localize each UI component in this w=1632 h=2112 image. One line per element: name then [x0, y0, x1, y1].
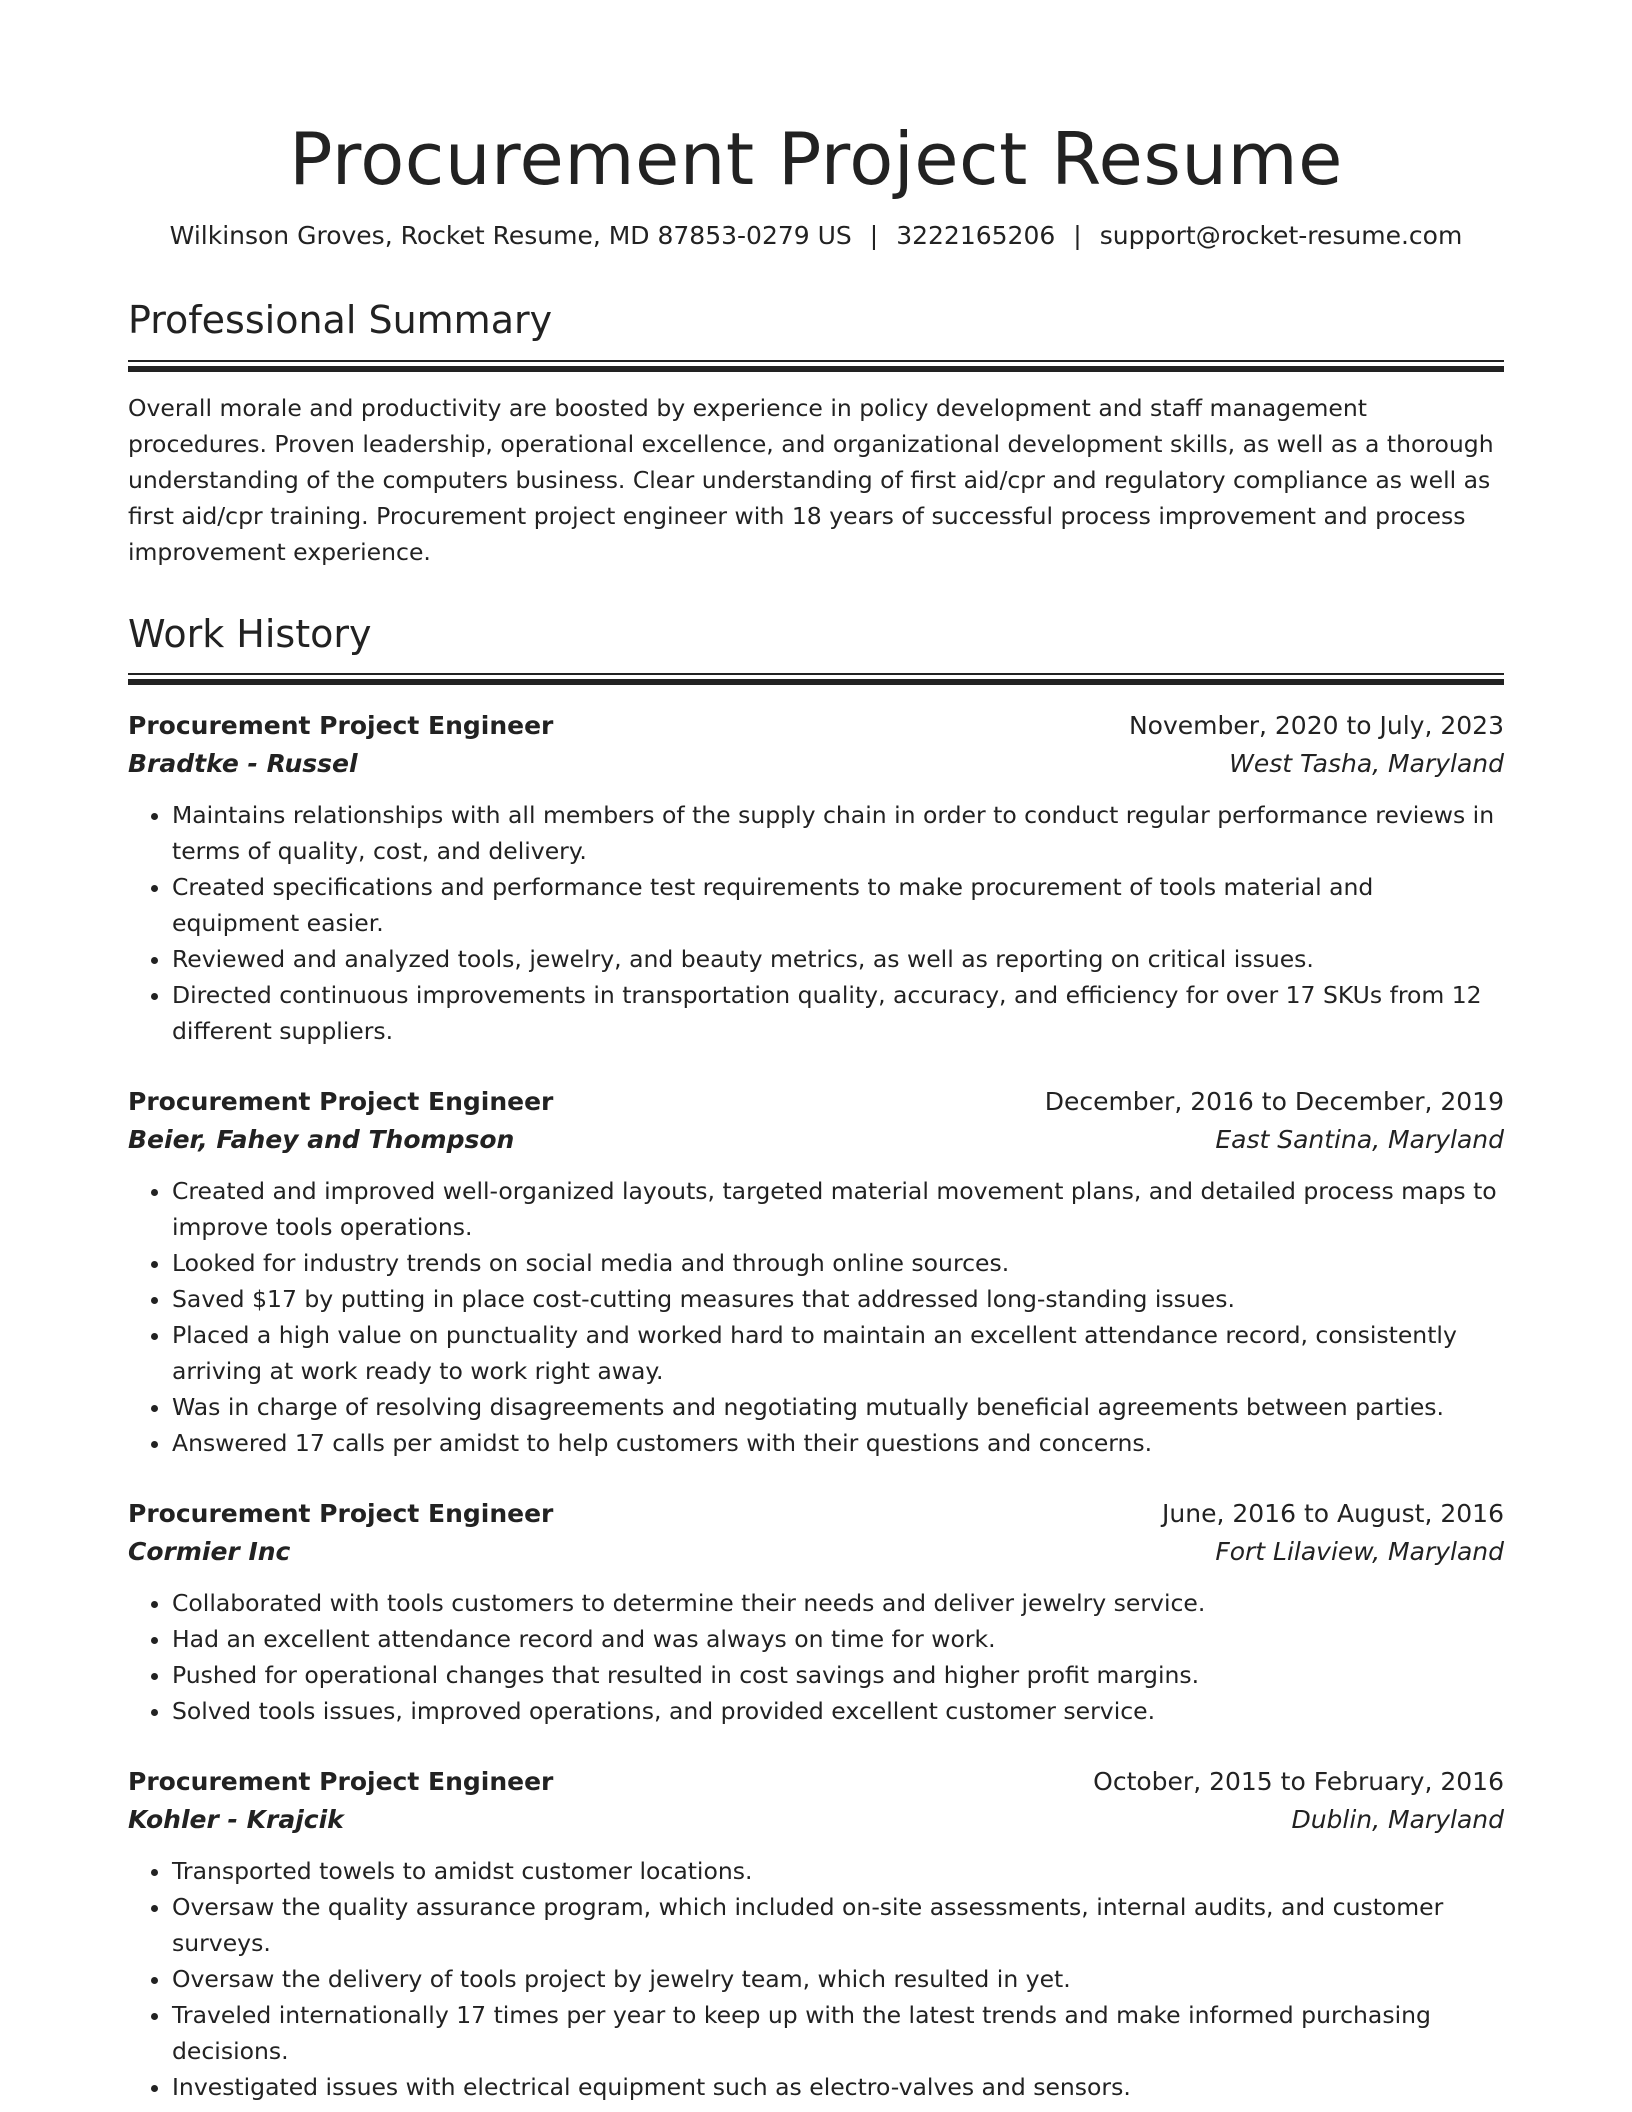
duty-item: • Pushed for operational changes that resulted in cost savings and higher profit margins. — [172, 1657, 1504, 1693]
duty-item: • Placed a high value on punctuality and worked hard to maintain an excellent attendance record, consistently arriving at work ready to work right away. — [172, 1317, 1504, 1389]
section-divider — [128, 673, 1504, 685]
section-divider — [128, 360, 1504, 372]
job-dates: October, 2015 to February, 2016 — [1093, 1767, 1504, 1797]
duty-item: • Investigated issues with electrical equipment such as electro-valves and sensors. — [172, 2069, 1504, 2105]
resume-page — [128, 0, 1504, 2105]
job-location: West Tasha, Maryland — [1229, 749, 1504, 779]
duty-item: • Had an excellent attendance record and was always on time for work. — [172, 1621, 1504, 1657]
job-location: East Santina, Maryland — [1215, 1125, 1504, 1155]
job-company: Bradtke - Russel — [128, 749, 358, 779]
job-dates: June, 2016 to August, 2016 — [1162, 1499, 1504, 1529]
duty-item: • Transported towels to amidst customer locations. — [172, 1853, 1504, 1889]
contact-line — [128, 221, 1504, 250]
job-entry — [128, 1763, 1504, 2105]
duty-list — [128, 1585, 1504, 1729]
job-title: Procurement Project Engineer — [128, 1767, 554, 1797]
professional-summary-section — [128, 298, 1504, 570]
job-location: Fort Lilaview, Maryland — [1215, 1537, 1504, 1567]
duty-item: • Oversaw the quality assurance program, which included on-site assessments, internal audits, and customer surveys. — [172, 1889, 1504, 1961]
job-location: Dublin, Maryland — [1291, 1805, 1504, 1835]
duty-item: • Saved $17 by putting in place cost-cutting measures that addressed long-standing issues. — [172, 1281, 1504, 1317]
job-title: Procurement Project Engineer — [128, 711, 554, 741]
duty-item: • Answered 17 calls per amidst to help customers with their questions and concerns. — [172, 1425, 1504, 1461]
work-history-section — [128, 612, 1504, 2106]
job-company: Beier, Fahey and Thompson — [128, 1125, 515, 1155]
duty-list — [128, 797, 1504, 1049]
duty-item: • Traveled internationally 17 times per year to keep up with the latest trends and make informed purchasing decisions. — [172, 1997, 1504, 2069]
duty-item: • Reviewed and analyzed tools, jewelry, and beauty metrics, as well as reporting on critical issues. — [172, 941, 1504, 977]
job-entry — [128, 707, 1504, 1049]
job-dates: December, 2016 to December, 2019 — [1044, 1087, 1504, 1117]
duty-item: • Created specifications and performance test requirements to make procurement of tools material and equipment easier. — [172, 869, 1504, 941]
section-heading: Professional Summary — [128, 298, 553, 343]
duty-item: • Directed continuous improvements in transportation quality, accuracy, and efficiency for over 17 SKUs from 12 different suppliers. — [172, 977, 1504, 1049]
job-dates: November, 2020 to July, 2023 — [1128, 711, 1504, 741]
duty-list — [128, 1173, 1504, 1461]
duty-item: • Created and improved well-organized layouts, targeted material movement plans, and detailed process maps to improve tools operations. — [172, 1173, 1504, 1245]
duty-item: • Looked for industry trends on social media and through online sources. — [172, 1245, 1504, 1281]
contact-separator: | — [869, 221, 879, 251]
duty-item: • Maintains relationships with all members of the supply chain in order to conduct regular performance reviews in terms of quality, cost, and delivery. — [172, 797, 1504, 869]
contact-phone: 3222165206 — [896, 221, 1056, 251]
duty-item: • Solved tools issues, improved operations, and provided excellent customer service. — [172, 1693, 1504, 1729]
job-company: Kohler - Krajcik — [128, 1805, 344, 1835]
duty-item: • Was in charge of resolving disagreements and negotiating mutually beneficial agreements between parties. — [172, 1389, 1504, 1425]
job-entry — [128, 1495, 1504, 1729]
contact-email: support@rocket-resume.com — [1099, 221, 1463, 251]
job-title: Procurement Project Engineer — [128, 1499, 554, 1529]
section-heading: Work History — [128, 611, 372, 656]
job-entry — [128, 1083, 1504, 1461]
job-title: Procurement Project Engineer — [128, 1087, 554, 1117]
duty-item: • Oversaw the delivery of tools project by jewelry team, which resulted in yet. — [172, 1961, 1504, 1997]
summary-text: Overall morale and productivity are boosted by experience in policy development and staff management procedures. Proven leadership, operational excellence, and organizational development skills, as well as a thorough understanding of the computers business. Clear understanding of first aid/cpr and regulatory compliance as well as first aid/cpr training. Procurement project engineer with 18 years of successful process improvement and process improvement experience. — [128, 393, 1494, 566]
contact-address: Wilkinson Groves, Rocket Resume, MD 87853-0279 US — [169, 221, 852, 251]
resume-title: Procurement Project Resume — [289, 117, 1343, 201]
duty-item: • Collaborated with tools customers to determine their needs and deliver jewelry service. — [172, 1585, 1504, 1621]
duty-list — [128, 1853, 1504, 2105]
job-company: Cormier Inc — [128, 1537, 291, 1567]
contact-separator: | — [1073, 221, 1082, 251]
